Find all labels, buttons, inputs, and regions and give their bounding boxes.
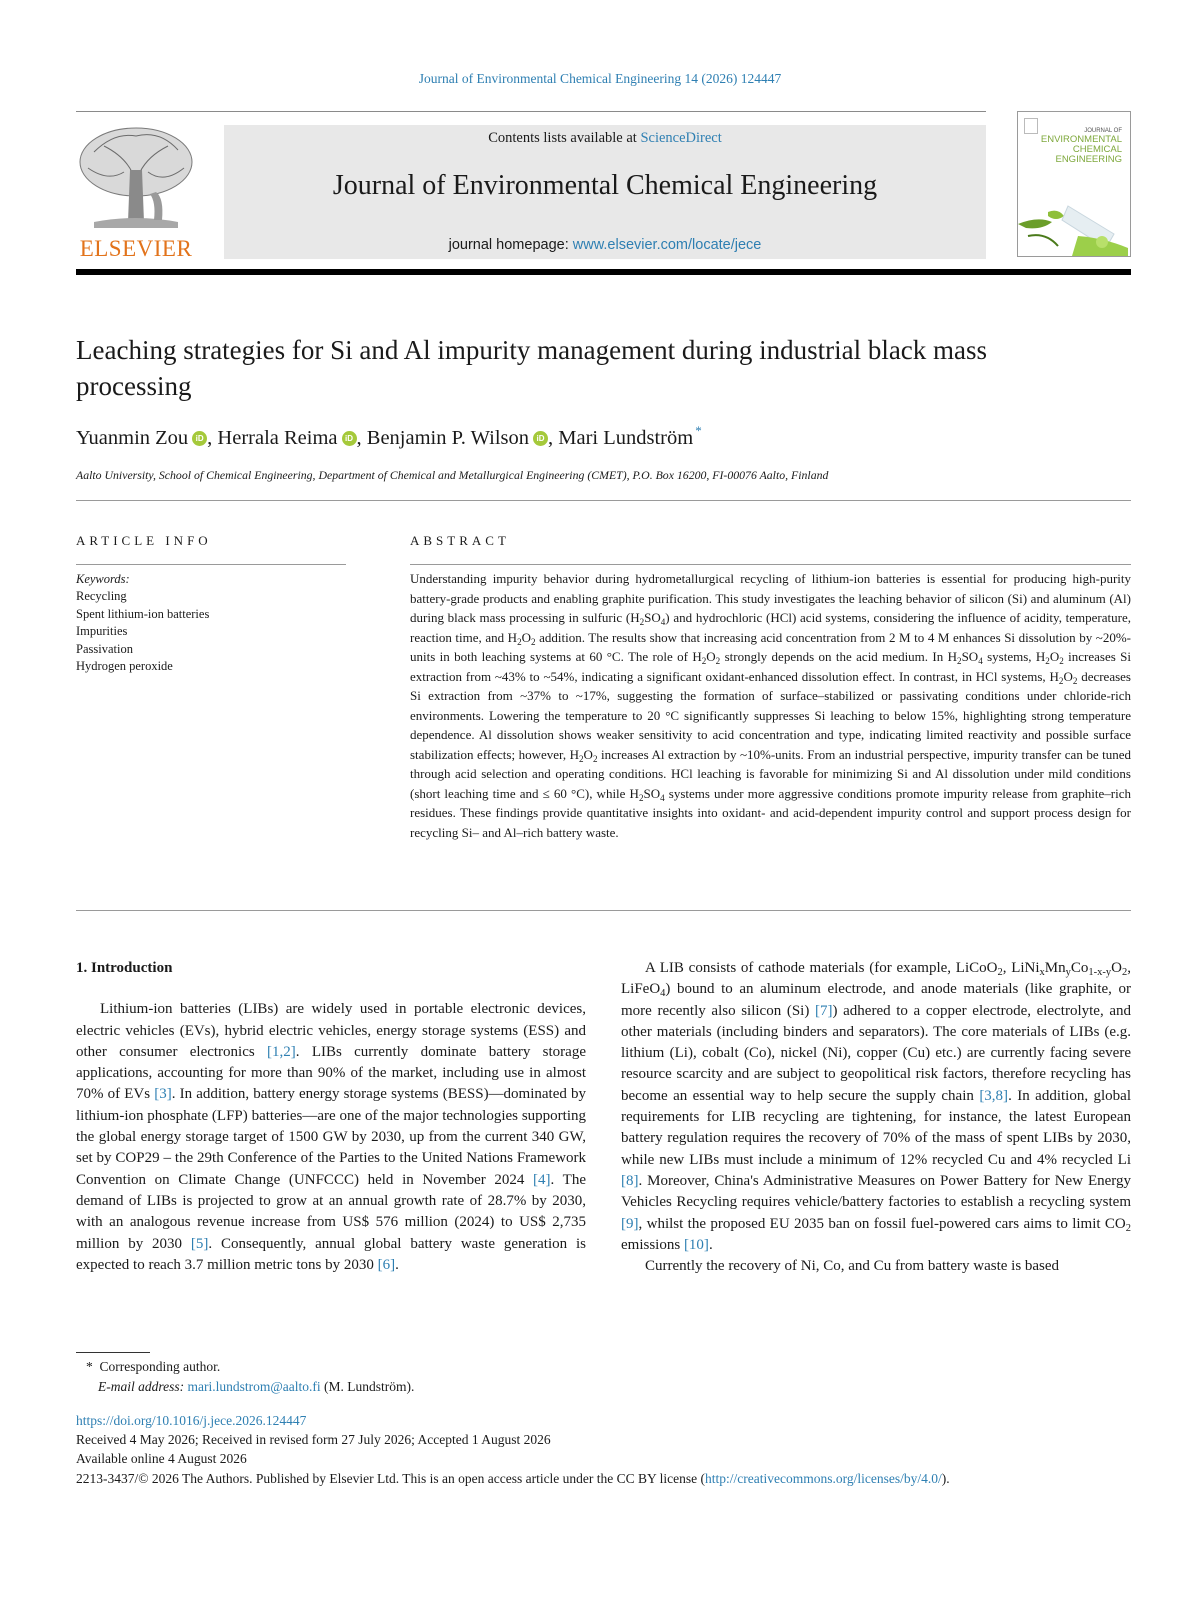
orcid-icon[interactable]: iD <box>533 431 548 446</box>
article-title: Leaching strategies for Si and Al impurity management during industrial black mass processing <box>76 335 988 401</box>
publisher-name: ELSEVIER <box>79 236 193 261</box>
affiliation: Aalto University, School of Chemical Engineering, Department of Chemical and Metallurgical Engineering (CMET), P.O. Box 16200, FI-00076 Aalto, Finland <box>76 468 829 482</box>
author-name[interactable]: Herrala Reima <box>217 427 338 449</box>
homepage-prefix: journal homepage: <box>448 237 573 253</box>
keyword: Impurities <box>76 624 128 639</box>
citation-link[interactable]: [9] <box>621 1215 639 1232</box>
citation-link[interactable]: [8] <box>621 1172 639 1189</box>
homepage-link[interactable]: www.elsevier.com/locate/jece <box>572 237 762 253</box>
cover-line-2: CHEMICAL <box>1072 144 1122 155</box>
keyword: Passivation <box>76 641 133 656</box>
orcid-icon[interactable]: iD <box>342 431 357 446</box>
cover-small-logo <box>1024 118 1038 134</box>
article-history <box>76 1411 1136 1488</box>
journal-title: Journal of Environmental Chemical Engineering <box>332 170 878 201</box>
cover-line-1: ENVIRONMENTAL <box>1040 134 1122 145</box>
corresponding-author-note: * Corresponding author. <box>86 1359 221 1374</box>
body-paragraph: Currently the recovery of Ni, Co, and Cu from battery waste is based <box>645 1258 1060 1275</box>
divider <box>76 500 1131 501</box>
keywords-block <box>76 571 209 675</box>
abstract-heading: ABSTRACT <box>410 533 510 548</box>
body-column-left <box>76 958 586 1276</box>
body-column-right <box>621 958 1131 1277</box>
cover-title <box>1041 128 1122 165</box>
footnote <box>86 1357 414 1397</box>
citation-link[interactable]: [7] <box>815 1002 833 1019</box>
sciencedirect-link[interactable]: ScienceDirect <box>640 130 722 146</box>
author-name[interactable]: Yuanmin Zou <box>76 427 189 449</box>
received-dates: Received 4 May 2026; Received in revised form 27 July 2026; Accepted 1 August 2026 <box>76 1432 551 1448</box>
divider <box>76 564 346 565</box>
body-paragraph: A LIB consists of cathode materials (for example, LiCoO$_2$, $LiNi_xMn_yCo_{1-x-y}O_2$, LiFeO$_4$) bound to an aluminum electrode, and anode materials (like graphite, or more recently also silicon (Si) [7]) adhered to a copper electrode, electrolyte, and other materials (including binders and separators). The core materials of LIBs (e.g. lithium (Li), cobalt (Co), nickel (Ni), copper (Cu) etc.) are currently facing severe resource scarcity and are subject to geopolitical risk factors, therefore recycling has become an essential way to help secure the supply chain [3,8]. In addition, global requirements for LIB recycling are tightening, for instance, the latest European battery regulation requires the recovery of 70% of the mass of spent LIBs by 2030, while new LIBs must include a minimum of 12% recycled Cu and 4% recycled Li [8]. Moreover, China's Administrative Measures on Power Battery for New Energy Vehicles Recycling requires vehicle/battery factories to establish a recycling system [9], whilst the proposed EU 2035 ban on fossil fuel-powered cars aims to limit $CO_2$ emissions [10]. <box>621 960 1131 1253</box>
corresponding-author-mark[interactable]: * <box>695 423 702 438</box>
abstract-text: Understanding impurity behavior during hydrometallurgical recycling of lithium-ion batteries is essential for producing high-purity battery-grade products and enabling graphite purification. This study investigates the leaching behavior of silicon (Si) and aluminum (Al) during black mass processing in sulfuric $(H_2SO_4)$ and hydrochloric (HCl) acid systems, considering the influence of acidity, temperature, reaction time, and $H_2O_2$ addition. The results show that increasing acid concentration from 2 M to 4 M enhances Si dissolution by ~20%-units in both leaching systems at 60 °C. The role of $H_2O_2$ strongly depends on the acid medium. In $H_2SO_4$ systems, $H_2O_2$ increases Si extraction from ~43% to ~54%, indicating a significant oxidant-enhanced dissolution effect. In contrast, in HCl systems, $H_2O_2$ decreases Si extraction from ~37% to ~17%, suggesting the formation of surface–stabilized or passivating conditions under chloride-rich environments. Lowering the temperature to 20 °C significantly suppresses Si leaching to below 15%, highlighting strong temperature dependence. Al dissolution shows weaker sensitivity to acid concentration and type, indicating limited reactivity and possible surface stabilization effects; however, $H_2O_2$ increases Al extraction by ~10%-units. From an industrial perspective, impurity transfer can be tuned through acid selection and operating conditions. HCl leaching is favorable for minimizing Si and Al dissolution under mild conditions (short leaching time and ≤ 60 °C), while $H_2SO_4$ systems under more aggressive conditions promote impurity release from graphite–rich residues. These findings provide quantitative insights into oxidant- and acid-dependent impurity control and support process design for recycling Si– and Al–rich battery waste. <box>410 571 1132 840</box>
citation-link[interactable]: [5] <box>190 1235 209 1252</box>
article-info-heading: ARTICLE INFO <box>76 533 212 548</box>
author-name[interactable]: Mari Lundström <box>558 427 694 449</box>
citation-link[interactable]: [6] <box>377 1256 396 1273</box>
citation-link[interactable]: [4] <box>533 1171 551 1188</box>
citation-link[interactable]: [3,8] <box>979 1087 1009 1104</box>
keywords-label: Keywords: <box>76 572 130 586</box>
contents-prefix: Contents lists available at <box>488 130 641 146</box>
journal-reference[interactable]: Journal of Environmental Chemical Engineering 14 (2026) 124447 <box>418 71 782 86</box>
section-heading: 1. Introduction <box>76 960 173 976</box>
homepage-line <box>224 237 986 253</box>
online-date: Available online 4 August 2026 <box>76 1451 247 1467</box>
doi-link[interactable]: https://doi.org/10.1016/j.jece.2026.124447 <box>76 1413 307 1428</box>
orcid-icon[interactable]: iD <box>192 431 207 446</box>
author-name[interactable]: Benjamin P. Wilson <box>366 427 530 449</box>
email-link[interactable]: mari.lundstrom@aalto.fi <box>187 1379 321 1394</box>
keyword: Spent lithium-ion batteries <box>76 606 210 621</box>
citation-link[interactable]: [3] <box>154 1086 172 1103</box>
divider <box>76 910 1131 911</box>
citation-link[interactable]: [10] <box>683 1236 709 1253</box>
journal-header-box <box>224 125 986 259</box>
cover-line-3: ENGINEERING <box>1055 154 1122 165</box>
license-line: 2213-3437/© 2026 The Authors. Published by Elsevier Ltd. This is an open access article under the CC BY license (http://creativecommons.org/licenses/by/4.0/). <box>76 1470 950 1486</box>
author-list: Yuanmin Zou iD , Herrala Reima iD , Benjamin P. Wilson iD , Mari Lundström * <box>76 423 702 449</box>
header-thick-rule <box>76 269 1131 275</box>
divider <box>410 564 1131 565</box>
top-divider <box>76 111 986 112</box>
cover-small-text: JOURNAL OF <box>1084 128 1122 134</box>
citation-link[interactable]: [1,2] <box>267 1043 296 1060</box>
cover-leaf-flask-art <box>1018 186 1131 256</box>
keyword: Recycling <box>76 589 127 604</box>
body-paragraph: Lithium-ion batteries (LIBs) are widely used in portable electronic devices, electric vehicles (EVs), hybrid electric vehicles, energy storage systems (ESS) and other consumer electronics [1,2]. LIBs currently dominate battery storage applications, accounting for more than 90% of the market, including use in almost 70% of EVs [3]. In addition, battery energy storage systems (BESS)—dominated by lithium-ion phosphate (LFP) batteries—are one of the major technologies supporting the global energy storage target of 1500 GW by 2030, up from the current 340 GW, set by COP29 – the 29th Conference of the Parties to the United Nations Framework Convention on Climate Change (UNFCCC) held in November 2024 [4]. The demand of LIBs is projected to grow at an annual growth rate of 28.7% by 2030, with an analogous revenue increase from US$ 576 million (2024) to US$ 2,735 million by 2030 [5]. Consequently, annual global battery waste generation is expected to reach 3.7 million metric tons by 2030 [6]. <box>76 1001 587 1273</box>
keyword: Hydrogen peroxide <box>76 659 173 674</box>
footnote-rule <box>76 1352 150 1353</box>
contents-line <box>224 130 986 147</box>
journal-cover-thumbnail[interactable] <box>1017 111 1131 257</box>
license-link[interactable]: http://creativecommons.org/licenses/by/4.0/ <box>705 1470 942 1486</box>
email-note: E-mail address: mari.lundstrom@aalto.fi (M. Lundström). <box>98 1379 415 1394</box>
